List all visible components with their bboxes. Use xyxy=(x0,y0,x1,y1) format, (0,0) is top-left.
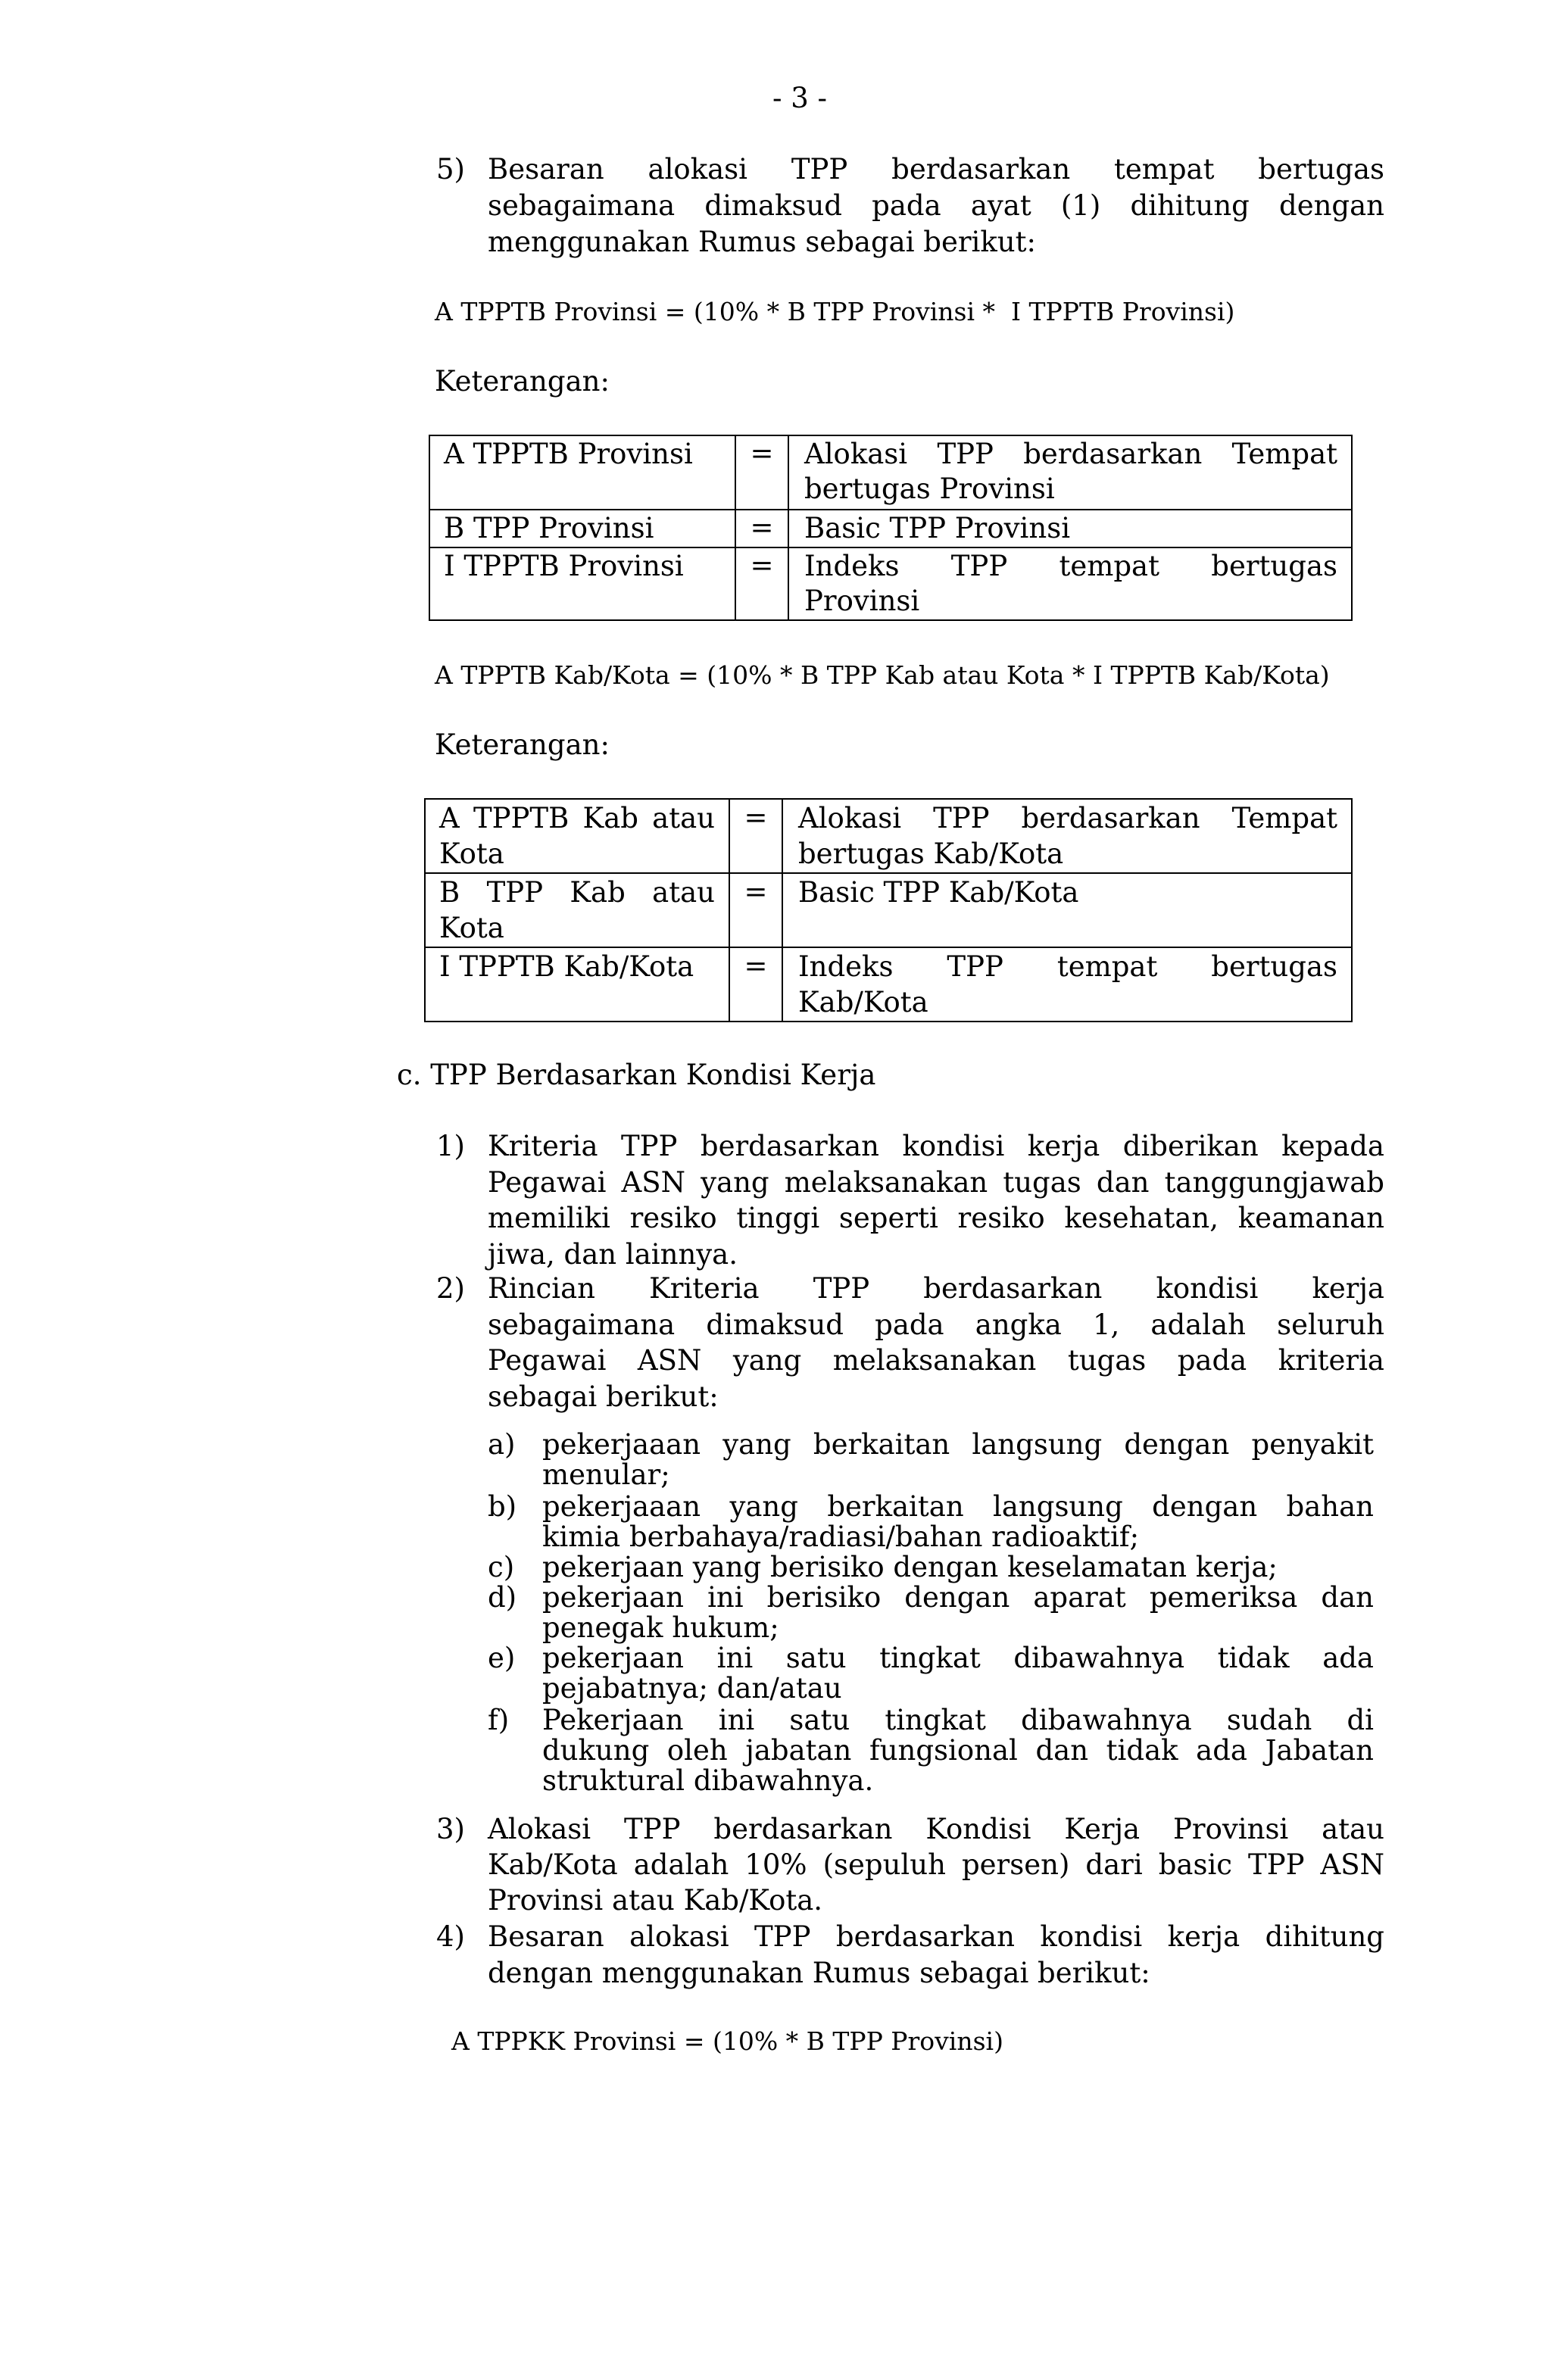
definition-line: Basic TPP Kab/Kota xyxy=(798,876,1079,909)
definition-cell xyxy=(788,510,1352,547)
subitem-c-label: c) xyxy=(488,1551,515,1583)
definition-cell xyxy=(788,547,1352,620)
subitem-d-text xyxy=(542,1583,1374,1643)
equals-sign: = xyxy=(744,950,768,982)
term-line: Kota xyxy=(439,838,504,870)
text-line: sebagaimana dimaksud pada angka 1, adalah seluruh xyxy=(488,1308,1384,1341)
formula-tpptb-kabkota: A TPPTB Kab/Kota = (10% * B TPP Kab atau Kota * I TPPTB Kab/Kota) xyxy=(435,660,1330,690)
equals-cell xyxy=(729,873,782,947)
item-4-text xyxy=(488,1919,1384,1992)
definition-line: Kab/Kota xyxy=(798,986,928,1018)
text-line: Pegawai ASN yang melaksanakan tugas pada kriteria xyxy=(488,1344,1384,1377)
item-5-label: 5) xyxy=(436,153,465,186)
equals-cell xyxy=(735,547,788,620)
text-line: sebagai berikut: xyxy=(488,1380,719,1413)
equals-sign: = xyxy=(750,549,774,582)
definition-line: Basic TPP Provinsi xyxy=(804,512,1071,544)
text-line: pekerjaaan yang berkaitan langsung dengan bahan xyxy=(542,1490,1374,1523)
definition-line: Provinsi xyxy=(804,585,920,617)
table-row xyxy=(429,547,1352,620)
term-line: B TPP Kab atau xyxy=(439,876,715,909)
subitem-d-label: d) xyxy=(488,1581,517,1614)
item-1-text xyxy=(488,1128,1384,1272)
subitem-e-text xyxy=(542,1643,1374,1704)
equals-cell xyxy=(729,947,782,1022)
section-c-heading: c. TPP Berdasarkan Kondisi Kerja xyxy=(397,1059,876,1091)
term-cell xyxy=(425,873,729,947)
text-line: kimia berbahaya/radiasi/bahan radioaktif; xyxy=(542,1521,1140,1553)
term-cell xyxy=(429,510,735,547)
equals-sign: = xyxy=(750,511,774,544)
equals-cell xyxy=(735,510,788,547)
table-row xyxy=(429,510,1352,547)
table-row xyxy=(425,947,1352,1022)
text-line: sebagaimana dimaksud pada ayat (1) dihitung dengan xyxy=(488,189,1384,222)
subitem-c-text xyxy=(542,1552,1374,1583)
text-line: menular; xyxy=(542,1458,670,1491)
subitem-e-label: e) xyxy=(488,1642,516,1674)
table-row xyxy=(425,799,1352,873)
text-line: Kab/Kota adalah 10% (sepuluh persen) dari basic TPP ASN xyxy=(488,1848,1384,1881)
text-line: pejabatnya; dan/atau xyxy=(542,1672,842,1705)
text-line: penegak hukum; xyxy=(542,1611,779,1644)
table-row xyxy=(429,435,1352,510)
text-line: Pegawai ASN yang melaksanakan tugas dan tanggungjawab xyxy=(488,1165,1384,1199)
table-row xyxy=(425,873,1352,947)
equals-sign: = xyxy=(750,437,774,469)
equals-sign: = xyxy=(744,801,768,834)
text-line: Provinsi atau Kab/Kota. xyxy=(488,1884,823,1917)
definition-line: bertugas Kab/Kota xyxy=(798,838,1064,870)
text-line: dengan menggunakan Rumus sebagai berikut: xyxy=(488,1957,1150,1989)
definition-line: Alokasi TPP berdasarkan Tempat xyxy=(798,802,1337,834)
keterangan-label: Keterangan: xyxy=(435,365,610,398)
text-line: struktural dibawahnya. xyxy=(542,1764,874,1797)
formula-tppkk-provinsi: A TPPKK Provinsi = (10% * B TPP Provinsi) xyxy=(451,2026,1003,2056)
term-cell xyxy=(425,799,729,873)
item-5-text xyxy=(488,151,1384,260)
equals-sign: = xyxy=(744,875,768,908)
text-line: Pekerjaan ini satu tingkat dibawahnya sudah di xyxy=(542,1704,1374,1736)
item-2-text xyxy=(488,1271,1384,1415)
item-2-label: 2) xyxy=(436,1272,465,1305)
subitem-a-label: a) xyxy=(488,1428,516,1461)
keterangan-label: Keterangan: xyxy=(435,728,610,761)
equals-cell xyxy=(729,799,782,873)
term-line: I TPPTB Provinsi xyxy=(444,550,684,582)
definition-line: Indeks TPP tempat bertugas xyxy=(804,550,1337,582)
item-3-text xyxy=(488,1811,1384,1918)
definition-cell xyxy=(788,435,1352,510)
text-line: dukung oleh jabatan fungsional dan tidak ada Jabatan xyxy=(542,1734,1374,1767)
table-provinsi xyxy=(429,435,1353,621)
definition-line: bertugas Provinsi xyxy=(804,473,1055,505)
text-line: Besaran alokasi TPP berdasarkan tempat bertugas xyxy=(488,153,1384,186)
definition-cell xyxy=(782,947,1352,1022)
equals-cell xyxy=(735,435,788,510)
text-line: menggunakan Rumus sebagai berikut: xyxy=(488,226,1036,258)
text-line: Kriteria TPP berdasarkan kondisi kerja diberikan kepada xyxy=(488,1130,1384,1162)
formula-tpptb-provinsi: A TPPTB Provinsi = (10% * B TPP Provinsi * I TPPTB Provinsi) xyxy=(435,297,1235,326)
term-cell xyxy=(425,947,729,1022)
text-line: jiwa, dan lainnya. xyxy=(488,1237,738,1271)
term-line: Kota xyxy=(439,912,504,944)
subitem-f-label: f) xyxy=(488,1704,510,1736)
definition-line: Indeks TPP tempat bertugas xyxy=(798,950,1337,983)
text-line: Besaran alokasi TPP berdasarkan kondisi kerja dihitung xyxy=(488,1920,1384,1953)
text-line: pekerjaan ini berisiko dengan aparat pemeriksa dan xyxy=(542,1581,1374,1614)
item-4-label: 4) xyxy=(436,1920,465,1953)
item-1-label: 1) xyxy=(436,1130,465,1162)
term-line: B TPP Provinsi xyxy=(444,512,654,544)
table-kabkota xyxy=(424,798,1353,1022)
term-line: A TPPTB Kab atau xyxy=(439,802,715,834)
subitem-f-text xyxy=(542,1705,1374,1796)
definition-cell xyxy=(782,799,1352,873)
subitem-a-text xyxy=(542,1430,1374,1490)
item-3-label: 3) xyxy=(436,1813,465,1845)
text-line: Rincian Kriteria TPP berdasarkan kondisi kerja xyxy=(488,1272,1384,1305)
term-cell xyxy=(429,547,735,620)
subitem-b-label: b) xyxy=(488,1490,517,1523)
text-line: pekerjaan ini satu tingkat dibawahnya tidak ada xyxy=(542,1642,1374,1674)
term-line: A TPPTB Provinsi xyxy=(444,438,693,470)
text-line: pekerjaaan yang berkaitan langsung dengan penyakit xyxy=(542,1428,1374,1461)
page-number: - 3 - xyxy=(772,82,828,114)
text-line: Alokasi TPP berdasarkan Kondisi Kerja Provinsi atau xyxy=(488,1813,1384,1845)
subitem-b-text xyxy=(542,1492,1374,1552)
text-line: pekerjaan yang berisiko dengan keselamatan kerja; xyxy=(542,1551,1278,1583)
definition-line: Alokasi TPP berdasarkan Tempat xyxy=(804,438,1337,470)
term-cell xyxy=(429,435,735,510)
text-line: memiliki resiko tinggi seperti resiko kesehatan, keamanan xyxy=(488,1202,1384,1234)
term-line: I TPPTB Kab/Kota xyxy=(439,950,694,983)
definition-cell xyxy=(782,873,1352,947)
